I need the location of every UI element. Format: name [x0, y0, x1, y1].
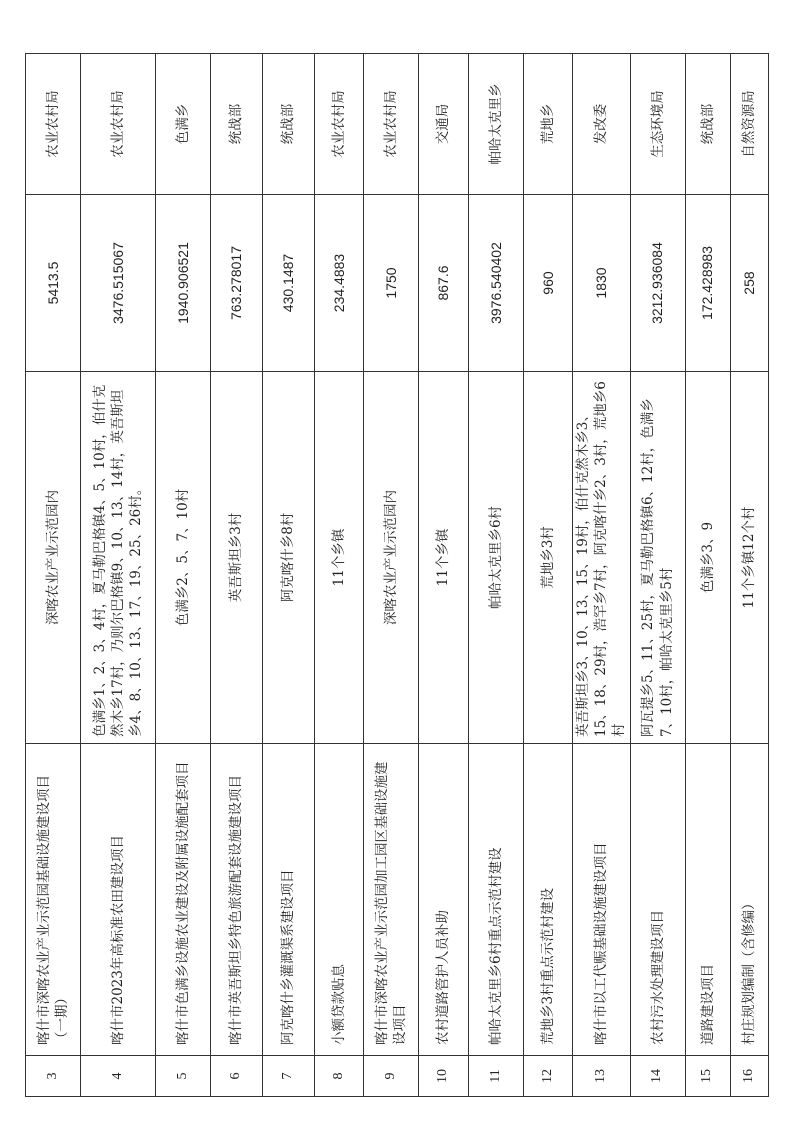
project-location: 深喀农业产业示范园内: [26, 372, 81, 744]
table-row: [211, 54, 263, 1097]
row-number: 10: [419, 1056, 469, 1097]
row-number: 7: [263, 1056, 315, 1097]
table-row: [364, 54, 419, 1097]
responsible-unit: 农业农村局: [364, 54, 419, 195]
table-row: [685, 54, 730, 1097]
table-row: [315, 54, 364, 1097]
project-location: 阿克喀什乡8村: [263, 372, 315, 744]
project-amount: 1750: [364, 195, 419, 372]
project-amount: 172.428983: [685, 195, 730, 372]
project-name: 农村污水处理建设项目: [630, 744, 685, 1056]
responsible-unit: 农业农村局: [26, 54, 81, 195]
responsible-unit: 生态环境局: [630, 54, 685, 195]
project-name: 小额贷款贴息: [315, 744, 364, 1056]
project-location: 11个乡镇: [419, 372, 469, 744]
project-name: 喀什市色满乡设施农业建设及附属设施配套项目: [156, 744, 211, 1056]
row-number: 4: [81, 1056, 156, 1097]
project-amount: 763.278017: [211, 195, 263, 372]
project-name: 阿克喀什乡灌溉渠系建设项目: [263, 744, 315, 1056]
row-number: 16: [730, 1056, 768, 1097]
project-name: 帕哈太克里乡6村重点示范村建设: [469, 744, 524, 1056]
project-location: 英吾斯坦乡3村: [211, 372, 263, 744]
responsible-unit: 交通局: [419, 54, 469, 195]
project-amount: 3976.540402: [469, 195, 524, 372]
row-number: 11: [469, 1056, 524, 1097]
project-name: 村庄规划编制（含修编）: [730, 744, 768, 1056]
project-location: 深喀农业产业示范园内: [364, 372, 419, 744]
responsible-unit: 统战部: [685, 54, 730, 195]
project-location: 英吾斯坦乡3、10、13、15、19村，伯什克然木乡3、15、18、29村，浩罕乡7村，阿克喀什乡2、3村，荒地乡6村: [573, 372, 631, 744]
project-name: 道路建设项目: [685, 744, 730, 1056]
table-row: [573, 54, 631, 1097]
project-table: [25, 53, 769, 1097]
rotated-table-container: [25, 54, 765, 1097]
table-row: [630, 54, 685, 1097]
responsible-unit: 农业农村局: [81, 54, 156, 195]
row-number: 13: [573, 1056, 631, 1097]
project-name: 喀什市深喀农业产业示范园加工园区基础设施建设项目: [364, 744, 419, 1056]
project-name: 农村道路管护人员补助: [419, 744, 469, 1056]
project-amount: 1940.906521: [156, 195, 211, 372]
project-location: 色满乡2、5、7、10村: [156, 372, 211, 744]
project-location: 色满乡1、2、3、4村，夏马勒巴格镇4、5、10村，伯什克然木乡17村，乃则尔巴格镇9、10、13、14村，英吾斯坦乡4、8、10、13、17、19、25、26村。: [81, 372, 156, 744]
project-location: 11个乡镇: [315, 372, 364, 744]
table-row: [730, 54, 768, 1097]
project-name: 喀什市2023年高标准农田建设项目: [81, 744, 156, 1056]
row-number: 8: [315, 1056, 364, 1097]
row-number: 9: [364, 1056, 419, 1097]
row-number: 15: [685, 1056, 730, 1097]
responsible-unit: 农业农村局: [315, 54, 364, 195]
row-number: 5: [156, 1056, 211, 1097]
project-name: 喀什市以工代赈基础设施建设项目: [573, 744, 631, 1056]
table-row: [26, 54, 81, 1097]
row-number: 3: [26, 1056, 81, 1097]
project-name: 喀什市深喀农业产业示范园基础设施建设项目（一期）: [26, 744, 81, 1056]
project-amount: 258: [730, 195, 768, 372]
project-amount: 3212.936084: [630, 195, 685, 372]
project-location: 色满乡3、9: [685, 372, 730, 744]
project-location: 11个乡镇12个村: [730, 372, 768, 744]
table-row: [156, 54, 211, 1097]
table-body: [26, 54, 769, 1097]
table-row: [524, 54, 573, 1097]
responsible-unit: 荒地乡: [524, 54, 573, 195]
table-row: [469, 54, 524, 1097]
responsible-unit: 发改委: [573, 54, 631, 195]
responsible-unit: 统战部: [211, 54, 263, 195]
project-amount: 430.1487: [263, 195, 315, 372]
responsible-unit: 统战部: [263, 54, 315, 195]
responsible-unit: 色满乡: [156, 54, 211, 195]
row-number: 12: [524, 1056, 573, 1097]
project-amount: 3476.515067: [81, 195, 156, 372]
project-name: 喀什市英吾斯坦乡特色旅游配套设施建设项目: [211, 744, 263, 1056]
table-row: [263, 54, 315, 1097]
project-amount: 960: [524, 195, 573, 372]
responsible-unit: 自然资源局: [730, 54, 768, 195]
project-amount: 1830: [573, 195, 631, 372]
table-row: [81, 54, 156, 1097]
row-number: 14: [630, 1056, 685, 1097]
project-location: 阿瓦提乡5、11、25村，夏马勒巴格镇6、12村，色满乡7、10村，帕哈太克里乡5村: [630, 372, 685, 744]
project-location: 荒地乡3村: [524, 372, 573, 744]
responsible-unit: 帕哈太克里乡: [469, 54, 524, 195]
project-name: 荒地乡3村重点示范村建设: [524, 744, 573, 1056]
project-location: 帕哈太克里乡6村: [469, 372, 524, 744]
row-number: 6: [211, 1056, 263, 1097]
project-amount: 5413.5: [26, 195, 81, 372]
table-row: [419, 54, 469, 1097]
project-amount: 234.4883: [315, 195, 364, 372]
project-amount: 867.6: [419, 195, 469, 372]
